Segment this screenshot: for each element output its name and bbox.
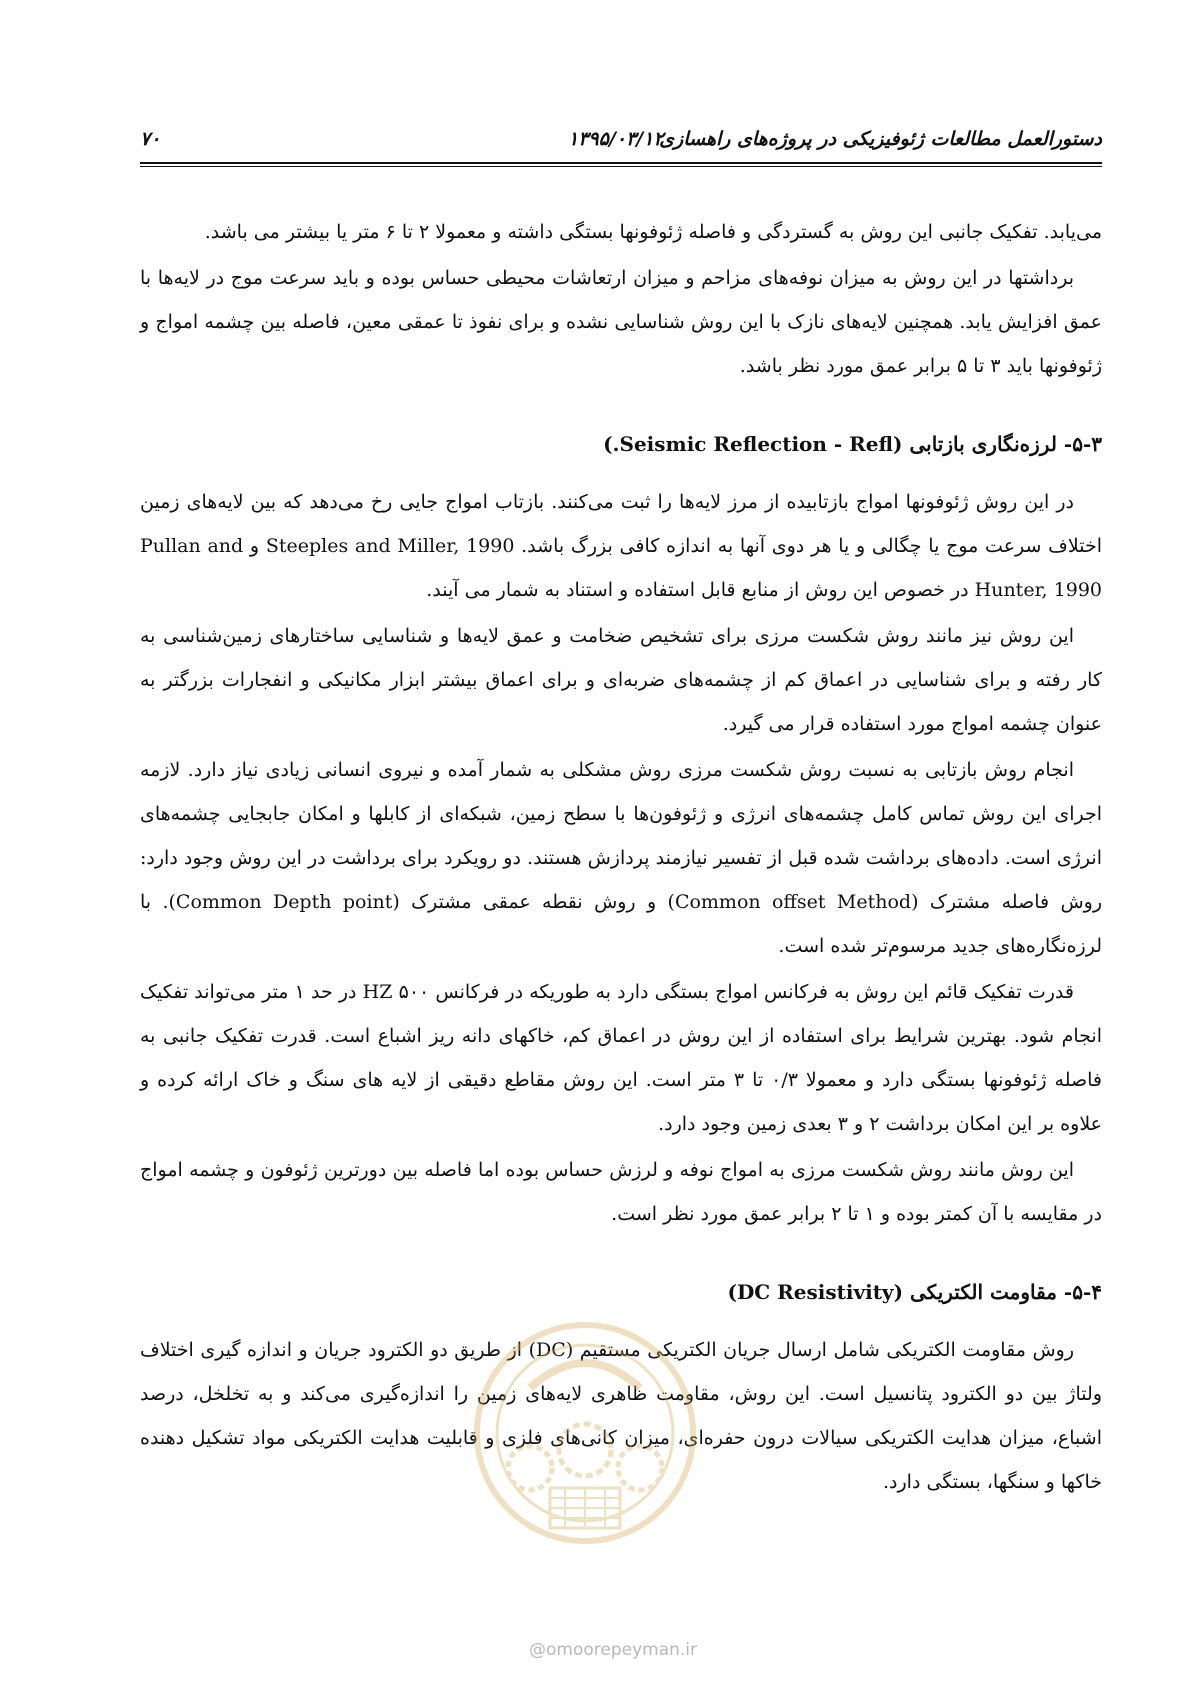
citation: Steeples and Miller, 1990 و Pullan and Hunter, 1990	[140, 535, 1102, 601]
paragraph: برداشتها در این روش به میزان نوفه‌های مزاحم و میزان ارتعاشات محیطی حساس بوده و باید سرعت موج در لایه‌ها با عمق افزایش یابد. همچنین لایه‌های نازک با این روش شناسایی نشده و برای نفوذ تا عمقی معین، فاصله بین چشمه امواج و ژئوفونها باید ۳ تا ۵ برابر عمق مورد نظر باشد.	[140, 267, 1102, 377]
page-number: ۷۰	[140, 128, 161, 150]
section-heading-dc-resistivity: ۵-۴- مقاومت الکتریکی (DC Resistivity)	[727, 1280, 1102, 1304]
header-rule-thick	[140, 162, 1102, 164]
header-date: ۱۳۹۵/۰۳/۱۲	[568, 128, 664, 150]
paragraph: این روش مانند روش شکست مرزی به امواج نوفه و لرزش حساس بوده اما فاصله بین دورترین ژئوفون و چشمه امواج در مقایسه با آن کمتر بوده و ۱ تا ۲ برابر عمق مورد نظر است.	[140, 1159, 1102, 1225]
paragraph: می‌یابد. تفکیک جانبی این روش به گستردگی و فاصله ژئوفونها بستگی داشته و معمولا ۲ تا ۶ متر یا بیشتر می باشد.	[204, 221, 1102, 243]
header-title: دستورالعمل مطالعات ژئوفیزیکی در پروژه‌های راهسازی	[659, 128, 1102, 150]
running-header	[140, 118, 1102, 162]
section-heading-seismic-reflection: ۵-۳- لرزه‌نگاری بازتابی (Seismic Reflection - Refl.)	[603, 432, 1102, 456]
document-body	[140, 210, 1102, 1506]
paragraph: انجام روش بازتابی به نسبت روش شکست مرزی روش مشکلی به شمار آمده و نیروی انسانی زیادی نیاز دارد. لازمه اجرای این روش تماس کامل چشمه‌های انرژی و ژئوفون‌ها با سطح زمین، شبکه‌ای از کابلها و امکان جابجایی چشمه‌های انرژی است. داده‌های برداشت شده قبل از تفسیر نیازمند پردازش هستند. دو رویکرد برای برداشت در این روش وجود دارد: روش فاصله مشترک (Common offset Method) و روش نقطه عمقی مشترک (Common Depth point). با لرزه‌نگاره‌های جدید مرسوم‌تر شده است.	[140, 759, 1102, 957]
paragraph	[140, 480, 1102, 612]
paragraph: این روش نیز مانند روش شکست مرزی برای تشخیص ضخامت و عمق لایه‌ها و شناسایی ساختارهای زمین‌شناسی به کار رفته و برای شناسایی در اعماق کم از چشمه‌های ضربه‌ای و برای اعماق بیشتر ابزار مکانیکی و انفجارات بزرگتر به عنوان چشمه امواج مورد استفاده قرار می گیرد.	[140, 625, 1102, 735]
header-rule-thin	[140, 166, 1102, 167]
paragraph-text: در این روش ژئوفونها امواج بازتابیده از مرز لایه‌ها را ثبت می‌کنند. بازتاب امواج جایی رخ می‌دهد که بین لایه‌های زمین اختلاف سرعت موج یا چگالی و یا هر دوی آنها به اندازه کافی بزرگ باشد.	[140, 491, 1102, 557]
paragraph: روش مقاومت الکتریکی شامل ارسال جریان الکتریکی مستقیم (DC) از طریق دو الکترود جریان و اندازه گیری اختلاف ولتاژ بین دو الکترود پتانسیل است. این روش، مقاومت ظاهری لایه‌های زمین را اندازه‌گیری می‌کند و به تخلخل، درصد اشباع، میزان هدایت الکتریکی سیالات درون حفره‌ای، میزان کانی‌های فلزی و قابلیت هدایت الکتریکی مواد تشکیل دهنده خاکها و سنگها، بستگی دارد.	[140, 1339, 1102, 1493]
paragraph-text: در خصوص این روش از منابع قابل استفاده و استناد به شمار می آیند.	[426, 579, 975, 601]
paragraph: قدرت تفکیک قائم این روش به فرکانس امواج بستگی دارد به طوریکه در فرکانس ۵۰۰ HZ در حد ۱ متر می‌تواند تفکیک انجام شود. بهترین شرایط برای استفاده از این روش در اعماق کم، خاکهای دانه ریز اشباع است. قدرت تفکیک جانبی به فاصله ژئوفونها بستگی دارد و معمولا ۰/۳ تا ۳ متر است. این روش مقاطع دقیقی از لایه های سنگ و خاک ارائه کرده و علاوه بر این امکان برداشت ۲ و ۳ بعدی زمین وجود دارد.	[140, 981, 1103, 1135]
site-watermark: @omoorepeyman.ir	[528, 1640, 698, 1660]
watermark-seal-icon	[470, 1318, 700, 1548]
